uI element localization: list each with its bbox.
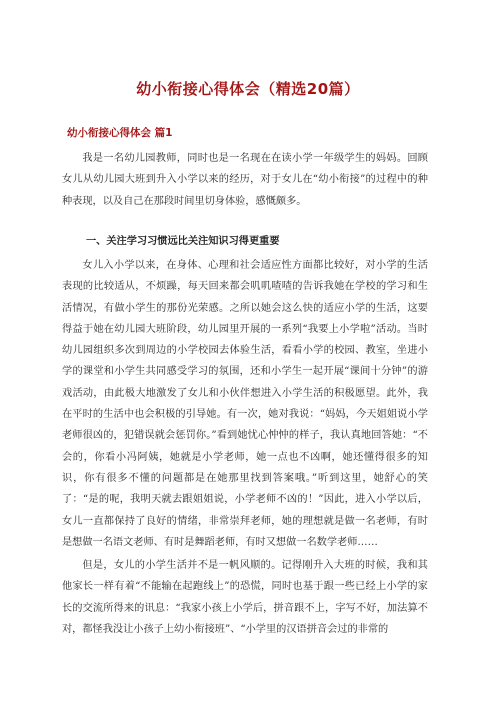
body-paragraph: 但是，女儿的小学生活并不是一帆风顺的。记得刚升入大班的时候，我和其他家长一样有着“不能输在起跑线上”的恐慌，同时也基于跟一些已经上小学的家长的交流所得来的讯息：“我家小孩上小学后，拼音跟不上，字写不好，加法算不对，都怪我没让小孩子上幼小衔接班”、“小学里的汉语拼音会过的非常的	[62, 560, 428, 635]
section-heading: 一、关注学习习惯远比关注知识习得更重要	[86, 236, 280, 247]
intro-paragraph: 我是一名幼儿园教师，同时也是一名现在在读小学一年级学生的妈妈。回顾女儿从幼儿园大班到升入小学以来的经历，对于女儿在“幼小衔接”的过程中的种种表现，以及自己在那段时间里切身体验，感慨颇多。	[62, 153, 428, 207]
body-paragraph: 女儿入小学以来，在身体、心理和社会适应性方面都比较好，对小学的生活表现的比较适从，不烦躁，每天回来都会叽叽喳喳的告诉我她在学校的学习和生活情况，有做小学生的那份光荣感。之所以她会这么快的适应小学的生活，这要得益于她在幼儿园大班阶段，幼儿园里开展的一系列“我要上小学啦”活动。当时幼儿园组织多次到周边的小学校园去体验生活，看看小学的校园、教室，坐进小学的课堂和小学生共同感受学习的氛围，还和小学生一起开展“课间十分钟”的游戏活动，由此极大地激发了女儿和小伙伴想进入小学生活的积极愿望。此外，我在平时的生活中也会积极的引导她。有一次，她对我说：“妈妈，今天姐姐说小学老师很凶的，犯错误就会惩罚你。”看到她忧心忡忡的样子，我认真地回答她：“不会的，你看小冯阿姨，她就是小学老师，她一点也不凶啊，她还懂得很多的知识，你有很多不懂的问题都是在她那里找到答案哦。”听到这里，她舒心的笑了：“是的呢，我明天就去跟姐姐说，小学老师不凶的！”因此，进入小学以后，女儿一直都保持了良好的情绪，非常崇拜老师，她的理想就是做一名老师，有时是想做一名语文老师、有时是舞蹈老师，有时又想做一名数学老师……	[62, 260, 428, 548]
document-title: 幼小衔接心得体会（精选20篇）	[136, 80, 360, 98]
section-title: 幼小衔接心得体会 篇1	[67, 127, 173, 139]
